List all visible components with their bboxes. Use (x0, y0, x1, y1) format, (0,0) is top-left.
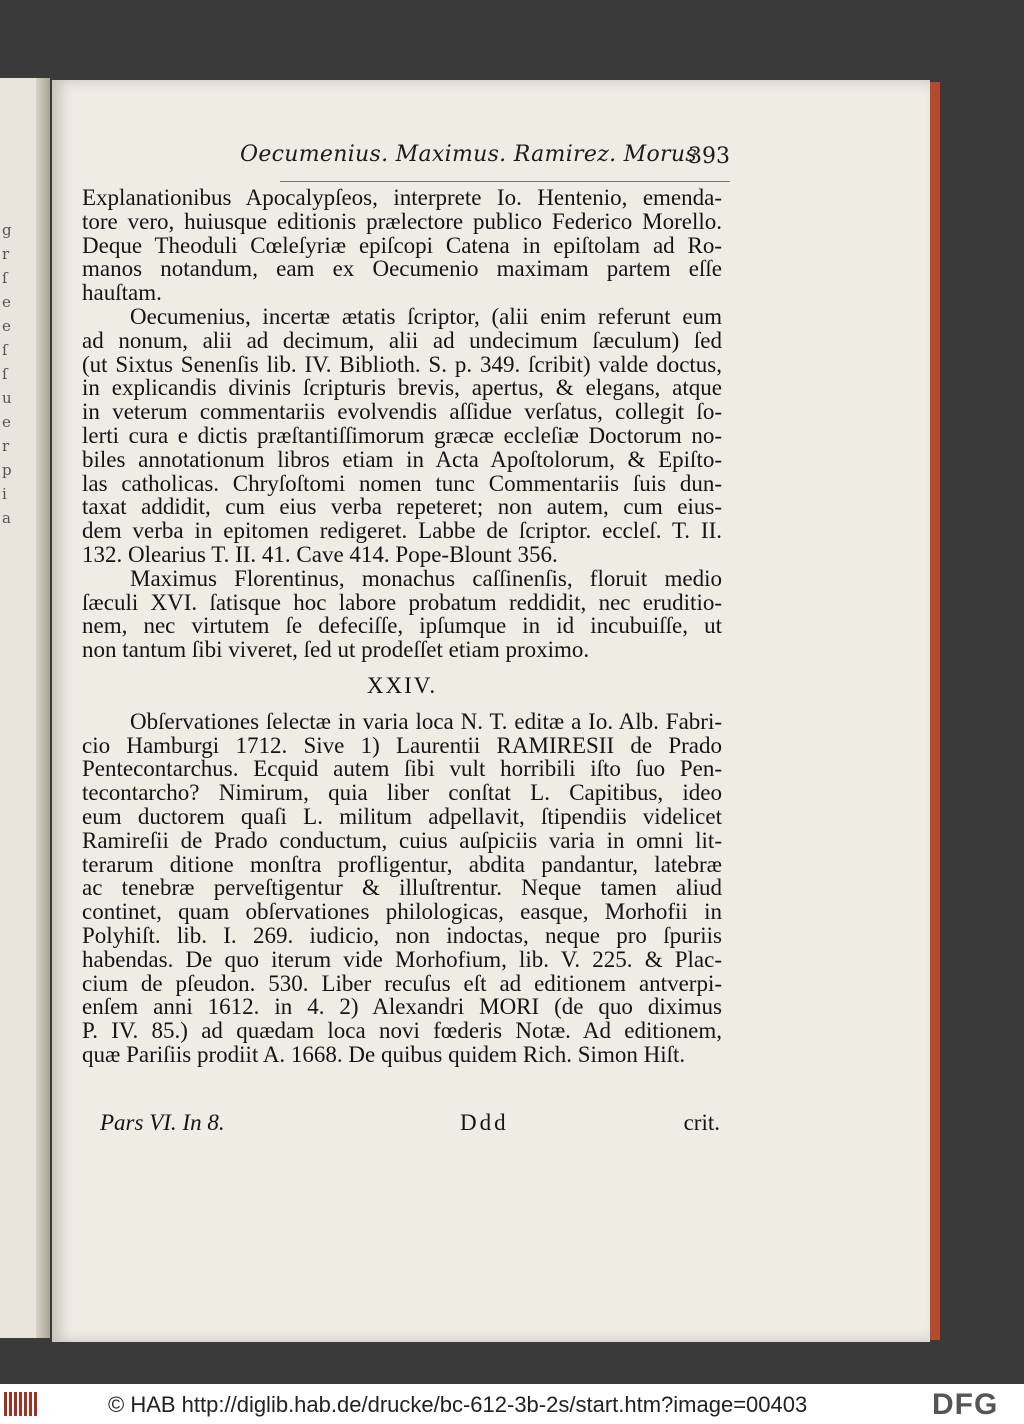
text-line: nem, nec virtutem ſe defeciſſe, ipſumque in id incubuiſſe, ut (82, 613, 722, 639)
section-heading: XXIV. (366, 672, 438, 698)
page-fragment-char: a (2, 509, 11, 527)
text-line: Obſervationes ſelectæ in varia loca N. T. editæ a Io. Alb. Fabri- (130, 708, 722, 734)
page-fragment-char: g (2, 221, 12, 239)
page-fragment-char: u (2, 389, 12, 407)
text-line: Ramireſii de Prado conductum, cuius auſpiciis varia in omni lit- (82, 827, 722, 853)
page-fragment-char: e (2, 413, 11, 431)
page-header (240, 142, 730, 176)
text-line: tecontarcho? Nimirum, quia liber conſtat L. Capitibus, ideo (82, 780, 722, 806)
adjacent-page-fragments (2, 218, 32, 530)
page-footer (100, 1110, 720, 1140)
text-line: taxat addidit, cum eius verba repeteret; non autem, cum eius- (82, 494, 722, 520)
running-head: Oecumenius. Maximus. Ramirez. Morus (240, 142, 697, 167)
text-line: Oecumenius, incertæ ætatis ſcriptor, (alii enim referunt eum (130, 303, 722, 329)
page-fragment-char: ſ (2, 365, 8, 383)
page-number: 393 (688, 144, 730, 169)
sheet-mark: Ddd (460, 1110, 509, 1135)
text-line: 132. Olearius T. II. 41. Cave 414. Pope-Blount 356. (82, 541, 558, 567)
text-line: ac tenebræ perveſtigentur & illuſtrentur. Neque tamen aliud (82, 875, 722, 901)
page-red-edge (930, 82, 940, 1340)
paragraph-2 (82, 305, 722, 567)
body-text (82, 186, 722, 1067)
text-line: in veterum commentariis evolvendis aſſidue verſatus, collegit ſo- (82, 399, 722, 425)
paragraph-1 (82, 186, 722, 305)
text-line: quæ Pariſiis prodiit A. 1668. De quibus quidem Rich. Simon Hiſt. (82, 1041, 686, 1067)
page-fragment-char: r (2, 245, 10, 263)
text-line: cium de pſeudon. 530. Liber recuſus eſt ad editionem antverpi- (82, 970, 722, 996)
text-line: cio Hamburgi 1712. Sive 1) Laurentii RAMIRESII de Prado (82, 732, 722, 758)
gutter-shadow (36, 78, 50, 1338)
page-fragment-char: r (2, 437, 10, 455)
text-line: hauſtam. (82, 280, 162, 306)
text-line: terarum ditione monſtra profligentur, abdita pandantur, latebræ (82, 851, 722, 877)
paragraph-4 (82, 710, 722, 1067)
paragraph-3 (82, 567, 722, 662)
text-line: continet, quam obſervationes philologicas, easque, Morhofii in (82, 899, 722, 925)
text-line: Polyhiſt. lib. I. 269. iudicio, non indoctas, neque pro ſpuriis (82, 922, 722, 948)
adjacent-page-edge (0, 78, 50, 1338)
barcode-icon (4, 1392, 42, 1416)
page-fragment-char: ſ (2, 269, 8, 287)
copyright-url[interactable]: © HAB http://diglib.hab.de/drucke/bc-612-3b-2s/start.htm?image=00403 (108, 1392, 808, 1417)
text-line: Explanationibus Apocalypſeos, interprete Io. Hentenio, emenda- (82, 185, 722, 210)
text-line: in explicandis divinis ſcripturis brevis, apertus, & elegans, atque (82, 375, 722, 401)
text-line: las catholicas. Chryſoſtomi nomen tunc Commentariis ſuis dun- (82, 470, 722, 496)
text-line: Deque Theoduli Cœleſyriæ epiſcopi Catena in epiſtolam ad Ro- (82, 232, 722, 258)
text-line: habendas. De quo iterum vide Morhofium, lib. V. 225. & Plac- (82, 946, 722, 972)
text-line: (ut Sixtus Senenſis lib. IV. Biblioth. S. p. 349. ſcribit) valde doctus, (82, 351, 722, 377)
page-fragment-char: ſ (2, 341, 8, 359)
catchword: crit. (683, 1110, 720, 1135)
text-line: tore vero, huiusque editionis prælectore publico Federico Morello. (82, 208, 722, 234)
page-fragment-char: i (2, 485, 7, 503)
text-line: eum ductorem quaſi L. militum adpellavit, ſtipendiis videlicet (82, 803, 722, 829)
text-line: non tantum ſibi viveret, ſed ut prodeſſet etiam proximo. (82, 637, 590, 663)
text-line: manos notandum, eam ex Oecumenio maximam partem eſſe (82, 256, 722, 282)
text-line: Maximus Florentinus, monachus caſſinenſis, floruit medio (130, 565, 722, 591)
page-fragment-char: e (2, 317, 11, 335)
header-rule (280, 181, 730, 182)
text-line: enſem anni 1612. in 4. 2) Alexandri MORI (de quo diximus (82, 994, 722, 1020)
page-fragment-char: p (2, 461, 12, 479)
text-line: Pentecontarchus. Ecquid autem ſibi vult horribili iſto ſuo Pen- (82, 756, 722, 782)
text-line: ſæculi XVI. ſatisque hoc labore probatum reddidit, nec eruditio- (82, 589, 722, 615)
dfg-logo: DFG (932, 1388, 999, 1421)
text-line: P. IV. 85.) ad quædam loca novi fœderis Notæ. Ad editionem, (82, 1018, 722, 1044)
signature-mark: Pars VI. In 8. (100, 1110, 225, 1135)
text-line: dem verba in epitomen redigeret. Labbe de ſcriptor. eccleſ. T. II. (82, 518, 722, 544)
text-line: biles annotationum libros etiam in Acta Apoſtolorum, & Epiſto- (82, 446, 722, 472)
page-fragment-char: e (2, 293, 11, 311)
text-line: ad nonum, alii ad decimum, alii ad undecimum ſæculum) ſed (82, 327, 722, 353)
text-line: lerti cura e dictis præſtantiſſimorum græcæ eccleſiæ Doctorum no- (82, 422, 722, 448)
